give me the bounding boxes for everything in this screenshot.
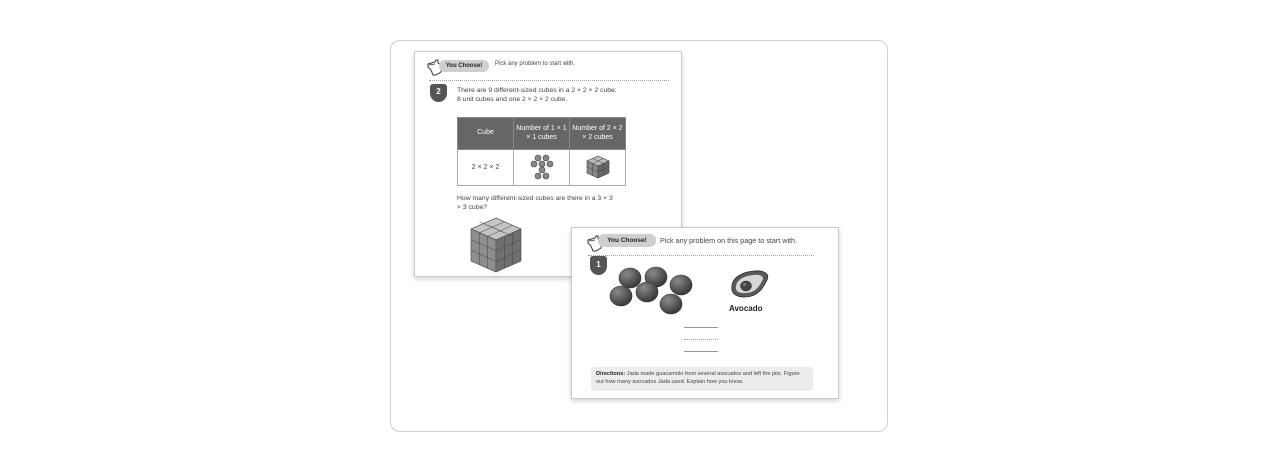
table-header: Number of 2 × 2 × 2 cubes <box>570 118 626 150</box>
cubes-table <box>457 117 626 186</box>
answer-line <box>684 351 718 352</box>
directions-label: Directions: <box>596 371 626 377</box>
instruction-text: Pick any problem on this page to start with. <box>660 236 798 245</box>
worksheet-page-front <box>571 227 839 399</box>
table-cell <box>514 150 570 186</box>
answer-line <box>684 327 718 328</box>
avocado-pits-illustration <box>608 266 698 318</box>
avocado-half-icon <box>728 266 772 300</box>
cube-3x3x3-icon <box>469 216 523 274</box>
you-choose-badge: You Choose! <box>598 234 656 247</box>
avocado-label: Avocado <box>729 304 763 313</box>
question-text: How many different-sized cubes are there in a 3 × 3 × 3 cube? <box>457 195 613 211</box>
unit-cubes-icon <box>530 153 554 181</box>
problem-number-badge: 1 <box>590 256 607 275</box>
table-row <box>458 150 626 186</box>
cube-2x2x2-icon <box>585 154 611 180</box>
table-cell: 2 × 2 × 2 <box>458 150 514 186</box>
instruction-text: Pick any problem to start with. <box>495 61 576 67</box>
divider <box>429 80 669 81</box>
directions-box <box>591 367 813 391</box>
table-header: Cube <box>458 118 514 150</box>
answer-line <box>684 339 718 340</box>
problem-number-badge: 2 <box>430 84 447 102</box>
directions-text: Jada made guacamole from several avocados and left the pits. Figure out how many avocados Jada used. Explain how you know. <box>596 371 800 385</box>
problem-text: There are 9 different-sized cubes in a 2 × 2 × 2 cube: 8 unit cubes and one 2 × 2 × 2 cube. <box>457 87 617 103</box>
you-choose-badge: You Choose! <box>439 60 489 72</box>
table-header: Number of 1 × 1 × 1 cubes <box>514 118 570 150</box>
divider <box>588 255 814 256</box>
table-cell <box>570 150 626 186</box>
